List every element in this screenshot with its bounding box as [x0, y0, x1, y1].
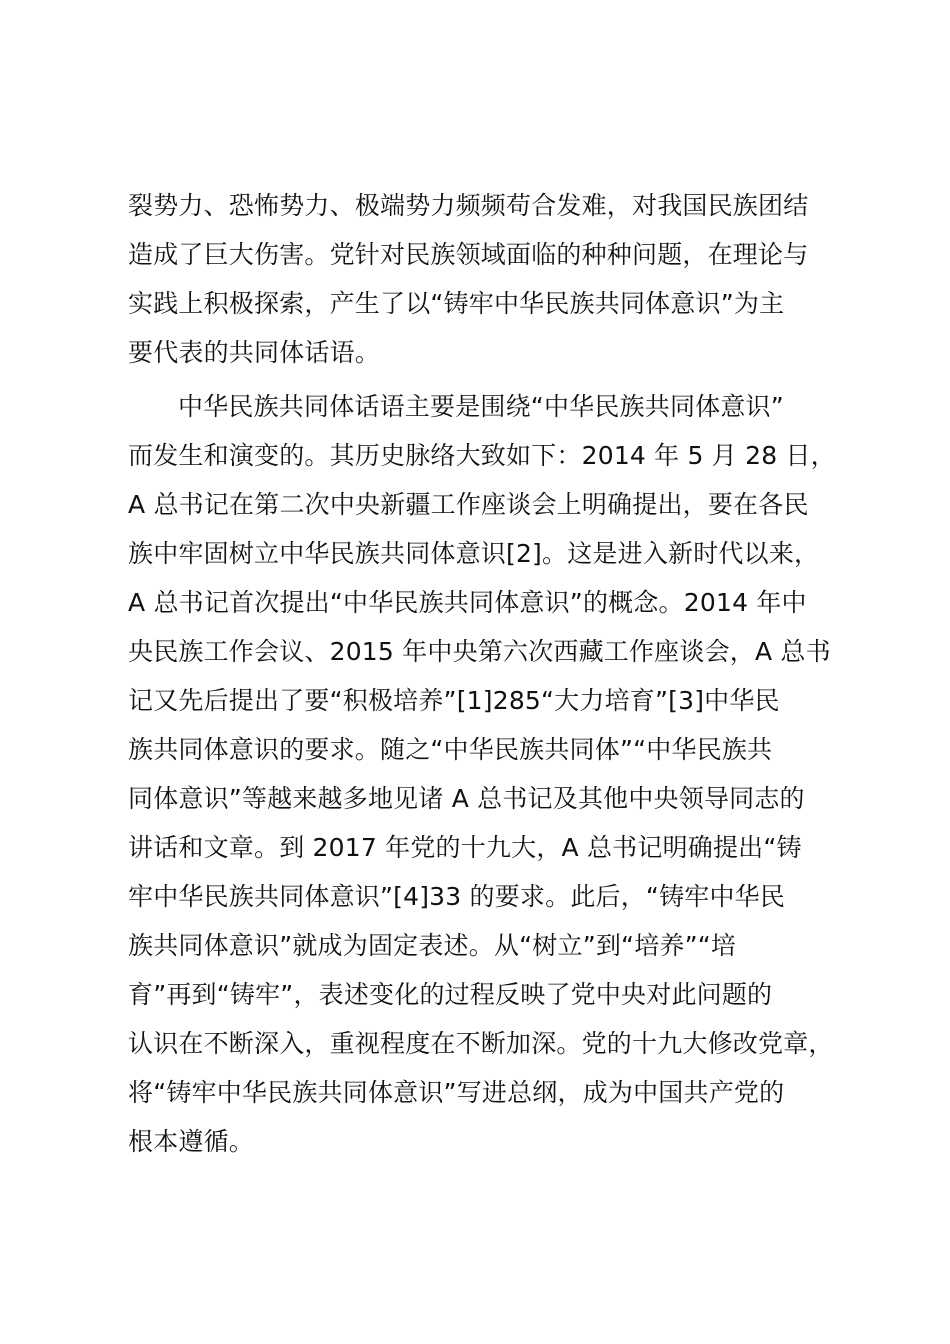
paragraph-2-line-3: A 总书记在第二次中央新疆工作座谈会上明确提出，要在各民	[128, 490, 809, 519]
paragraph-2-line-6: 央民族工作会议、2015 年中央第六次西藏工作座谈会，A 总书	[128, 637, 831, 666]
paragraph-2-line-15: 将“铸牢中华民族共同体意识”写进总纲，成为中国共产党的	[128, 1078, 785, 1107]
paragraph-1-line-2: 造成了巨大伤害。党针对民族领域面临的种种问题，在理论与	[128, 240, 809, 269]
paragraph-2-line-10: 讲话和文章。到 2017 年党的十九大，A 总书记明确提出“铸	[128, 833, 802, 862]
paragraph-2-line-13: 育”再到“铸牢”，表述变化的过程反映了党中央对此问题的	[128, 980, 773, 1009]
paragraph-2-line-9: 同体意识”等越来越多地见诸 A 总书记及其他中央领导同志的	[128, 784, 805, 813]
paragraph-2-line-5: A 总书记首次提出“中华民族共同体意识”的概念。2014 年中	[128, 588, 807, 617]
paragraph-2-line-2: 而发生和演变的。其历史脉络大致如下：2014 年 5 月 28 日，	[128, 441, 836, 470]
paragraph-2-line-12: 族共同体意识”就成为固定表述。从“树立”到“培养”“培	[128, 931, 737, 960]
paragraph-1-line-4: 要代表的共同体话语。	[128, 338, 381, 367]
paragraph-2-line-14: 认识在不断深入，重视程度在不断加深。党的十九大修改党章，	[128, 1029, 834, 1058]
paragraph-1-line-3: 实践上积极探索，产生了以“铸牢中华民族共同体意识”为主	[128, 289, 785, 318]
paragraph-2-line-7: 记又先后提出了要“积极培养”[1]285“大力培育”[3]中华民	[128, 686, 780, 715]
paragraph-1-line-1: 裂势力、恐怖势力、极端势力频频苟合发难，对我国民族团结	[128, 191, 809, 220]
paragraph-2-line-8: 族共同体意识的要求。随之“中华民族共同体”“中华民族共	[128, 735, 773, 764]
paragraph-2-line-16: 根本遵循。	[128, 1127, 255, 1156]
paragraph-2-line-11: 牢中华民族共同体意识”[4]33 的要求。此后，“铸牢中华民	[128, 882, 786, 911]
paragraph-2-line-4: 族中牢固树立中华民族共同体意识[2]。这是进入新时代以来，	[128, 539, 820, 568]
paragraph-2-line-1: 中华民族共同体话语主要是围绕“中华民族共同体意识”	[178, 392, 784, 421]
